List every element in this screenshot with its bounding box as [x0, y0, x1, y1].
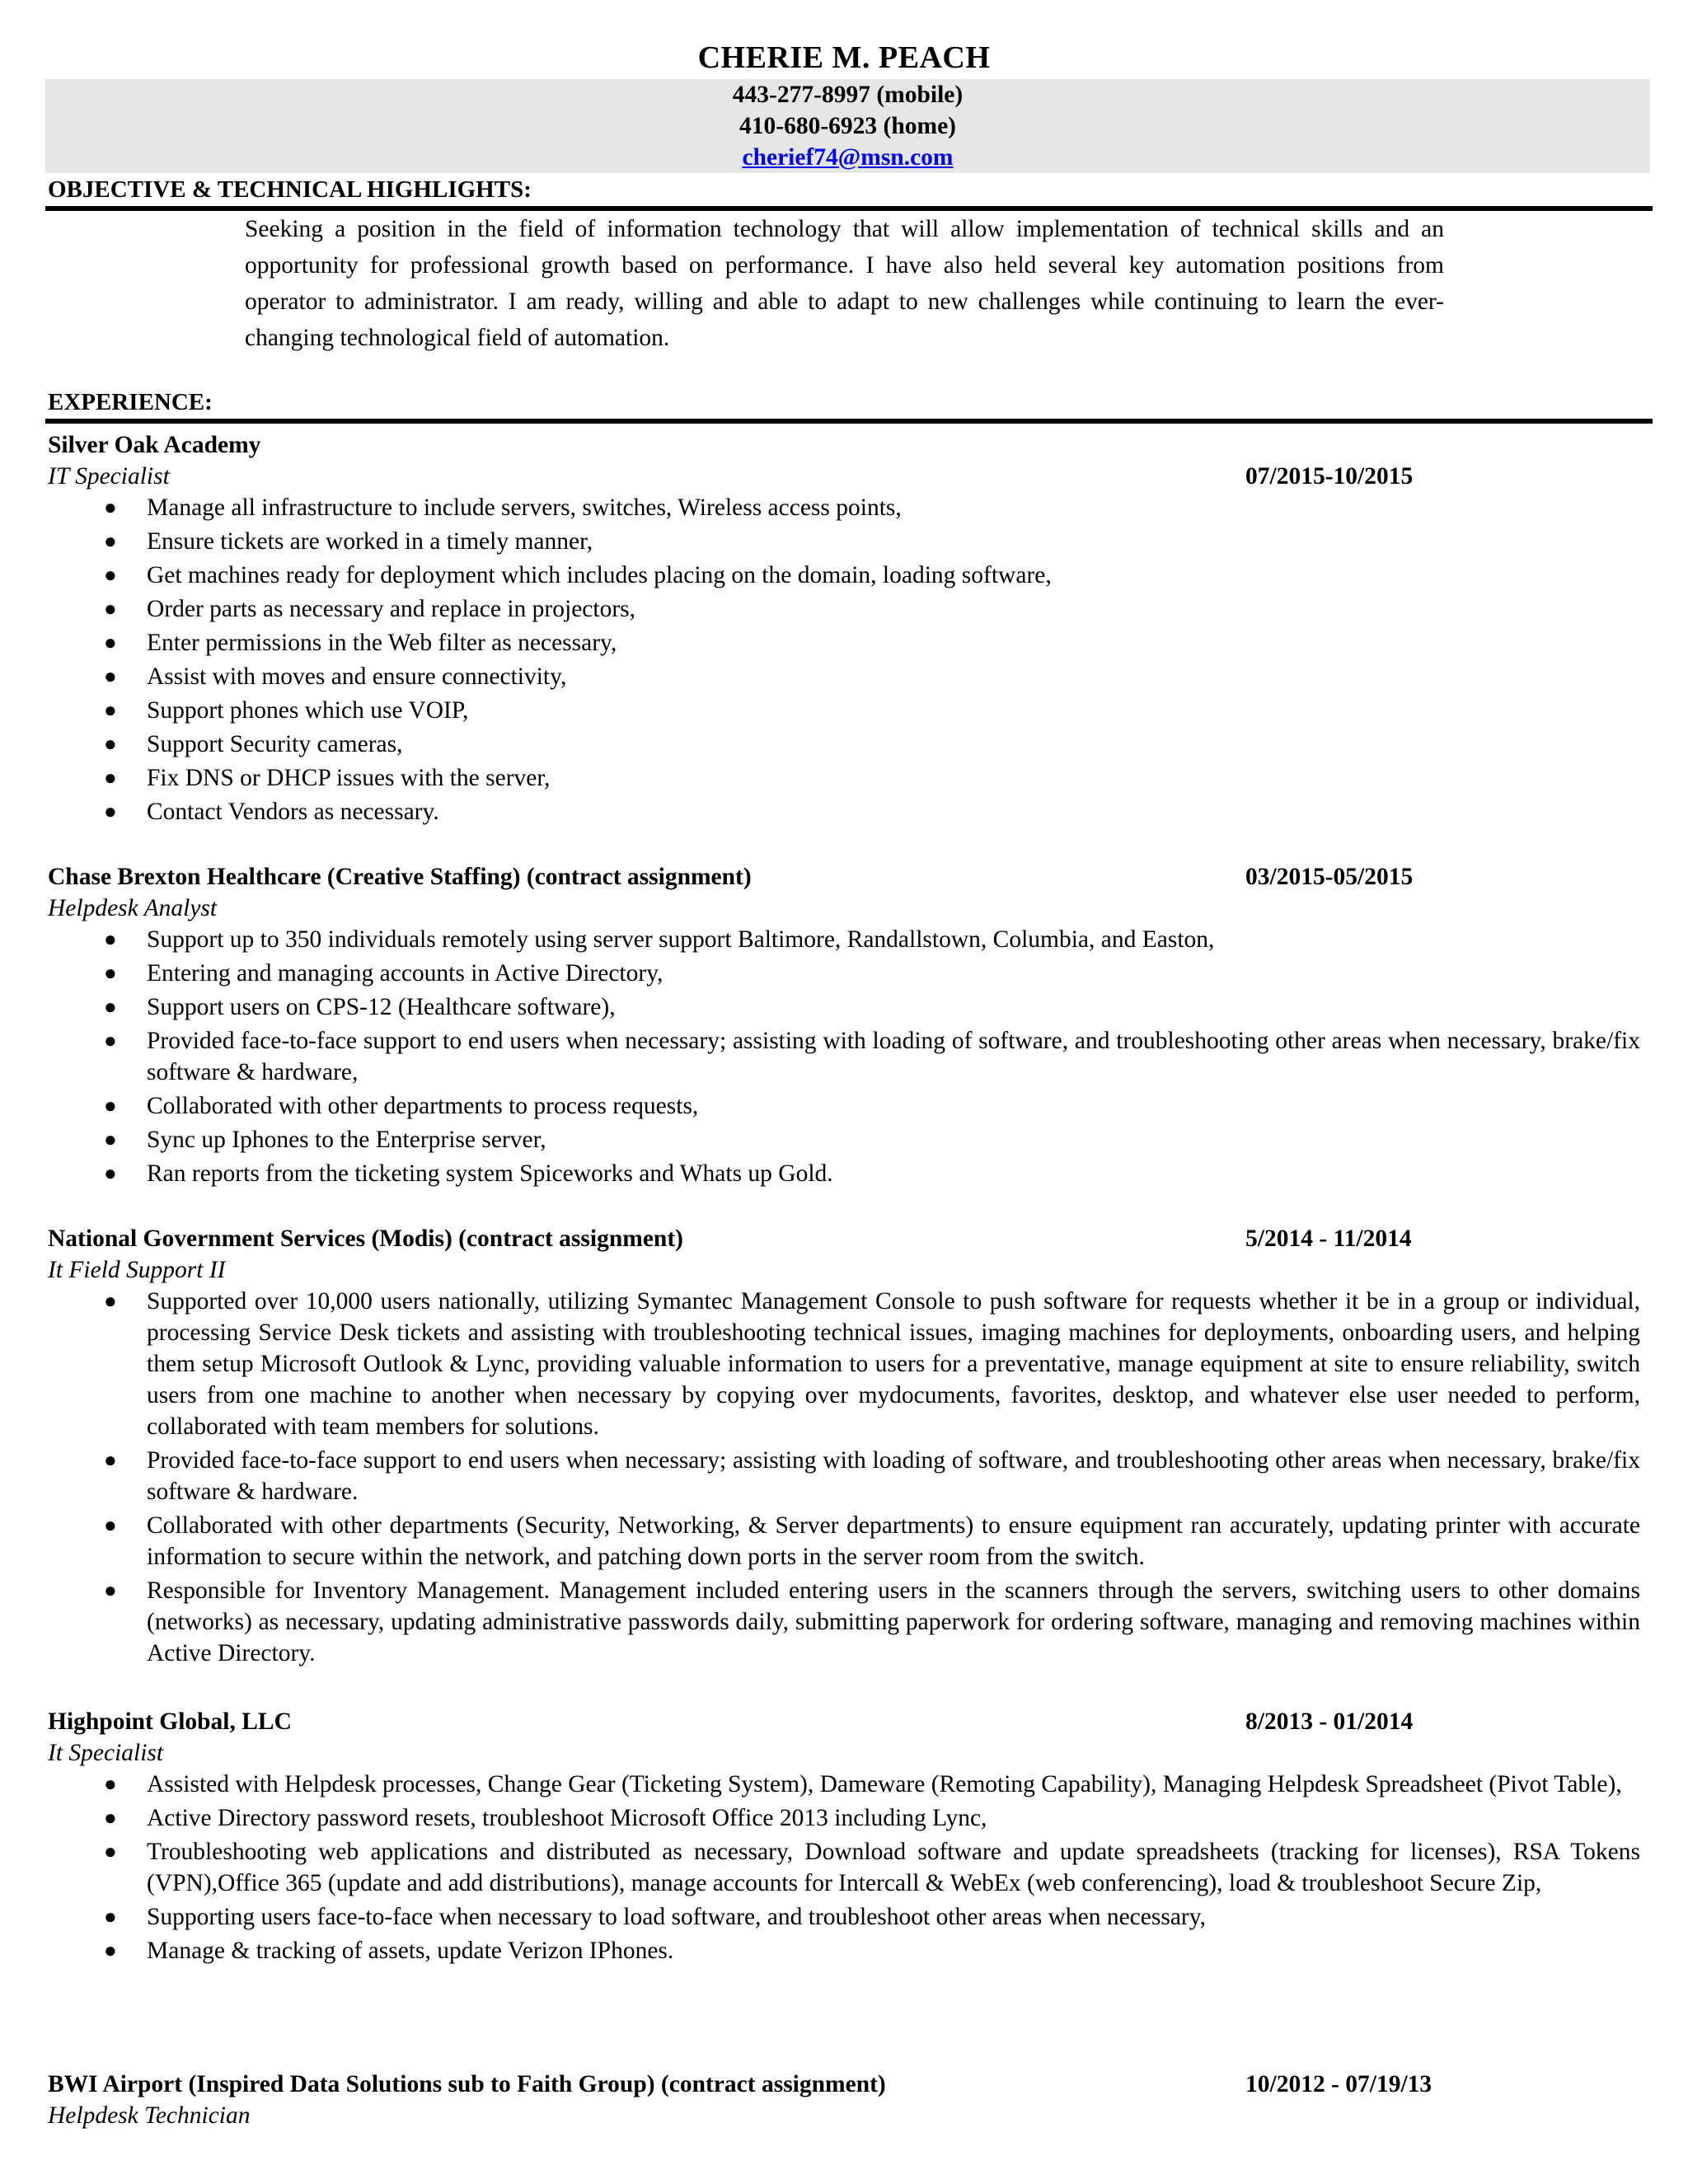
duty-item: [48, 627, 1640, 658]
duty-item: [48, 1836, 1640, 1899]
bullet-icon: ●: [104, 529, 117, 553]
bullet-icon: ●: [104, 1029, 117, 1052]
job-dates: 07/2015-10/2015: [1245, 463, 1414, 490]
experience-heading: EXPERIENCE:: [48, 389, 213, 415]
job-employer: [48, 861, 1640, 893]
duty-text: Manage all infrastructure to include servers, switches, Wireless access points,: [147, 494, 902, 521]
job-title-row: [48, 1254, 1640, 1286]
duty-item: [48, 1510, 1640, 1572]
duty-text: Collaborated with other departments to process requests,: [147, 1093, 699, 1119]
bullet-icon: ●: [104, 495, 117, 519]
job-dates: 8/2013 - 01/2014: [1245, 1708, 1414, 1735]
duty-text: Entering and managing accounts in Active Directory,: [147, 960, 663, 987]
duty-text: Assist with moves and ensure connectivity,: [147, 663, 567, 690]
bullet-icon: ●: [104, 927, 117, 951]
bullet-icon: ●: [104, 961, 117, 985]
job-entry: [48, 2069, 1640, 2131]
job-entry: [48, 1706, 1640, 1969]
duty-text: Supported over 10,000 users nationally, utilizing Symantec Management Console to push software for requests whether it be in a group or individual, processing Service Desk tickets and assisting with troubleshooting technical issues, imaging machines for deployments, onboarding users, and helping them setup Microsoft Outlook & Lync, providing valuable information to users for a preventative, manage equipment at site to ensure reliability, switch users from one machine to another when necessary by copying over mydocuments, favorites, desktop, and whatever else user needed to perform, collaborated with team members for solutions.: [147, 1288, 1640, 1440]
bullet-icon: ●: [104, 1127, 117, 1151]
duty-item: [48, 796, 1640, 827]
job-title: IT Specialist: [48, 463, 170, 490]
job-duties-list: [48, 1286, 1640, 1669]
bullet-icon: ●: [104, 1806, 117, 1830]
bullet-icon: ●: [104, 664, 117, 688]
bullet-icon: ●: [104, 1905, 117, 1929]
duty-item: [48, 1025, 1640, 1088]
job-duties-list: [48, 1769, 1640, 1966]
job-title: It Field Support II: [48, 1257, 226, 1283]
phone-mobile: 443-277-8997 (mobile): [732, 82, 964, 108]
job-title-row: [48, 461, 1640, 492]
duty-text: Contact Vendors as necessary.: [147, 799, 439, 825]
duty-item: [48, 1935, 1640, 1966]
contact-block: [45, 79, 1650, 173]
job-title: Helpdesk Analyst: [48, 895, 218, 921]
duty-text: Supporting users face-to-face when necessary to load software, and troubleshoot other areas when necessary,: [147, 1904, 1206, 1930]
objective-heading: OBJECTIVE & TECHNICAL HIGHLIGHTS:: [48, 176, 532, 203]
duty-text: Order parts as necessary and replace in projectors,: [147, 596, 636, 622]
duty-item: [48, 1124, 1640, 1155]
bullet-icon: ●: [104, 1772, 117, 1796]
employer-name: Silver Oak Academy: [48, 432, 261, 458]
duty-item: [48, 762, 1640, 794]
duty-text: Fix DNS or DHCP issues with the server,: [147, 765, 551, 791]
job-dates: 5/2014 - 11/2014: [1245, 1226, 1412, 1252]
job-title-row: [48, 2100, 1640, 2131]
duty-item: [48, 1445, 1640, 1507]
bullet-icon: ●: [104, 766, 117, 790]
job-employer: [48, 429, 1640, 461]
bullet-icon: ●: [104, 1161, 117, 1185]
duty-item: [48, 1802, 1640, 1834]
duty-text: Enter permissions in the Web filter as necessary,: [147, 630, 617, 656]
experience-divider: [45, 419, 1653, 424]
bullet-icon: ●: [104, 732, 117, 756]
job-entry: [48, 861, 1640, 1192]
bullet-icon: ●: [104, 1289, 117, 1313]
job-entry: [48, 429, 1640, 830]
job-title: Helpdesk Technician: [48, 2102, 251, 2129]
duty-item: [48, 1090, 1640, 1122]
duty-text: Manage & tracking of assets, update Verizon IPhones.: [147, 1938, 674, 1964]
duty-item: [48, 492, 1640, 523]
bullet-icon: ●: [104, 698, 117, 722]
bullet-icon: ●: [104, 597, 117, 621]
duty-item: [48, 729, 1640, 760]
duty-text: Support Security cameras,: [147, 731, 403, 757]
bullet-icon: ●: [104, 1094, 117, 1118]
bullet-icon: ●: [104, 995, 117, 1019]
email-link[interactable]: cherief74@msn.com: [742, 144, 954, 171]
job-employer: [48, 1706, 1640, 1737]
bullet-icon: ●: [104, 630, 117, 654]
duty-text: Troubleshooting web applications and distributed as necessary, Download software and update spreadsheets (tracking for licenses), RSA Tokens (VPN),Office 365 (update and add distributions), manage accounts for Intercall & WebEx (web conferencing), load & troubleshoot Secure Zip,: [147, 1839, 1640, 1896]
job-dates: 03/2015-05/2015: [1245, 864, 1414, 890]
duty-text: Ran reports from the ticketing system Spiceworks and Whats up Gold.: [147, 1160, 833, 1187]
job-dates: 10/2012 - 07/19/13: [1245, 2071, 1432, 2097]
job-entry: [48, 1223, 1640, 1671]
duty-text: Sync up Iphones to the Enterprise server,: [147, 1127, 546, 1153]
duty-text: Support users on CPS-12 (Healthcare software),: [147, 994, 616, 1020]
duty-item: [48, 1286, 1640, 1442]
duty-text: Provided face-to-face support to end users when necessary; assisting with loading of software, and troubleshooting other areas when necessary, brake/fix software & hardware.: [147, 1447, 1640, 1505]
duty-text: Responsible for Inventory Management. Management included entering users in the scanners through the servers, switching users to other domains (networks) as necessary, updating administrative passwords daily, submitting paperwork for ordering software, managing and removing machines within Active Directory.: [147, 1577, 1640, 1666]
employer-name: Chase Brexton Healthcare (Creative Staffing) (contract assignment): [48, 864, 752, 890]
duty-text: Collaborated with other departments (Security, Networking, & Server departments) to ensure equipment ran accurately, updating printer with accurate information to secure within the network, and patching down ports in the server room from the switch.: [147, 1512, 1640, 1570]
duty-item: [48, 560, 1640, 591]
phone-home: 410-680-6923 (home): [739, 113, 956, 139]
employer-name: National Government Services (Modis) (contract assignment): [48, 1226, 683, 1252]
duty-text: Support up to 350 individuals remotely using server support Baltimore, Randallstown, Columbia, and Easton,: [147, 926, 1215, 953]
duty-item: [48, 526, 1640, 557]
bullet-icon: ●: [104, 563, 117, 587]
duty-text: Get machines ready for deployment which includes placing on the domain, loading software,: [147, 562, 1052, 588]
bullet-icon: ●: [104, 1448, 117, 1472]
job-duties-list: [48, 924, 1640, 1189]
duty-item: [48, 1158, 1640, 1189]
job-title: It Specialist: [48, 1740, 164, 1766]
duty-item: [48, 1901, 1640, 1933]
employer-name: Highpoint Global, LLC: [48, 1708, 292, 1735]
bullet-icon: ●: [104, 1578, 117, 1602]
duty-text: Active Directory password resets, troubleshoot Microsoft Office 2013 including Lync,: [147, 1805, 987, 1831]
objective-text: Seeking a position in the field of information technology that will allow implementation of technical skills and an opportunity for professional growth based on performance. I have also held several key automation positions from operator to administrator. I am ready, willing and able to adapt to new challenges while continuing to learn the ever-changing technological field of automation.: [245, 216, 1444, 351]
duty-text: Assisted with Helpdesk processes, Change Gear (Ticketing System), Dameware (Remoting Capability), Managing Helpdesk Spreadsheet (Pivot Table),: [147, 1771, 1622, 1797]
duty-item: [48, 661, 1640, 692]
bullet-icon: ●: [104, 799, 117, 823]
duty-text: Support phones which use VOIP,: [147, 697, 469, 724]
duty-item: [48, 924, 1640, 955]
bullet-icon: ●: [104, 1513, 117, 1537]
duty-item: [48, 958, 1640, 989]
duty-item: [48, 695, 1640, 726]
bullet-icon: ●: [104, 1840, 117, 1863]
duty-item: [48, 1769, 1640, 1800]
job-employer: [48, 2069, 1640, 2100]
job-title-row: [48, 1737, 1640, 1769]
employer-name: BWI Airport (Inspired Data Solutions sub to Faith Group) (contract assignment): [48, 2071, 886, 2097]
duty-text: Ensure tickets are worked in a timely manner,: [147, 528, 593, 555]
job-duties-list: [48, 492, 1640, 827]
duty-item: [48, 593, 1640, 625]
duty-item: [48, 1575, 1640, 1669]
job-employer: [48, 1223, 1640, 1254]
bullet-icon: ●: [104, 1938, 117, 1962]
duty-item: [48, 991, 1640, 1023]
job-title-row: [48, 893, 1640, 924]
candidate-name: CHERIE M. PEACH: [697, 40, 991, 75]
duty-text: Provided face-to-face support to end users when necessary; assisting with loading of software, and troubleshooting other areas when necessary, brake/fix software & hardware,: [147, 1028, 1640, 1085]
